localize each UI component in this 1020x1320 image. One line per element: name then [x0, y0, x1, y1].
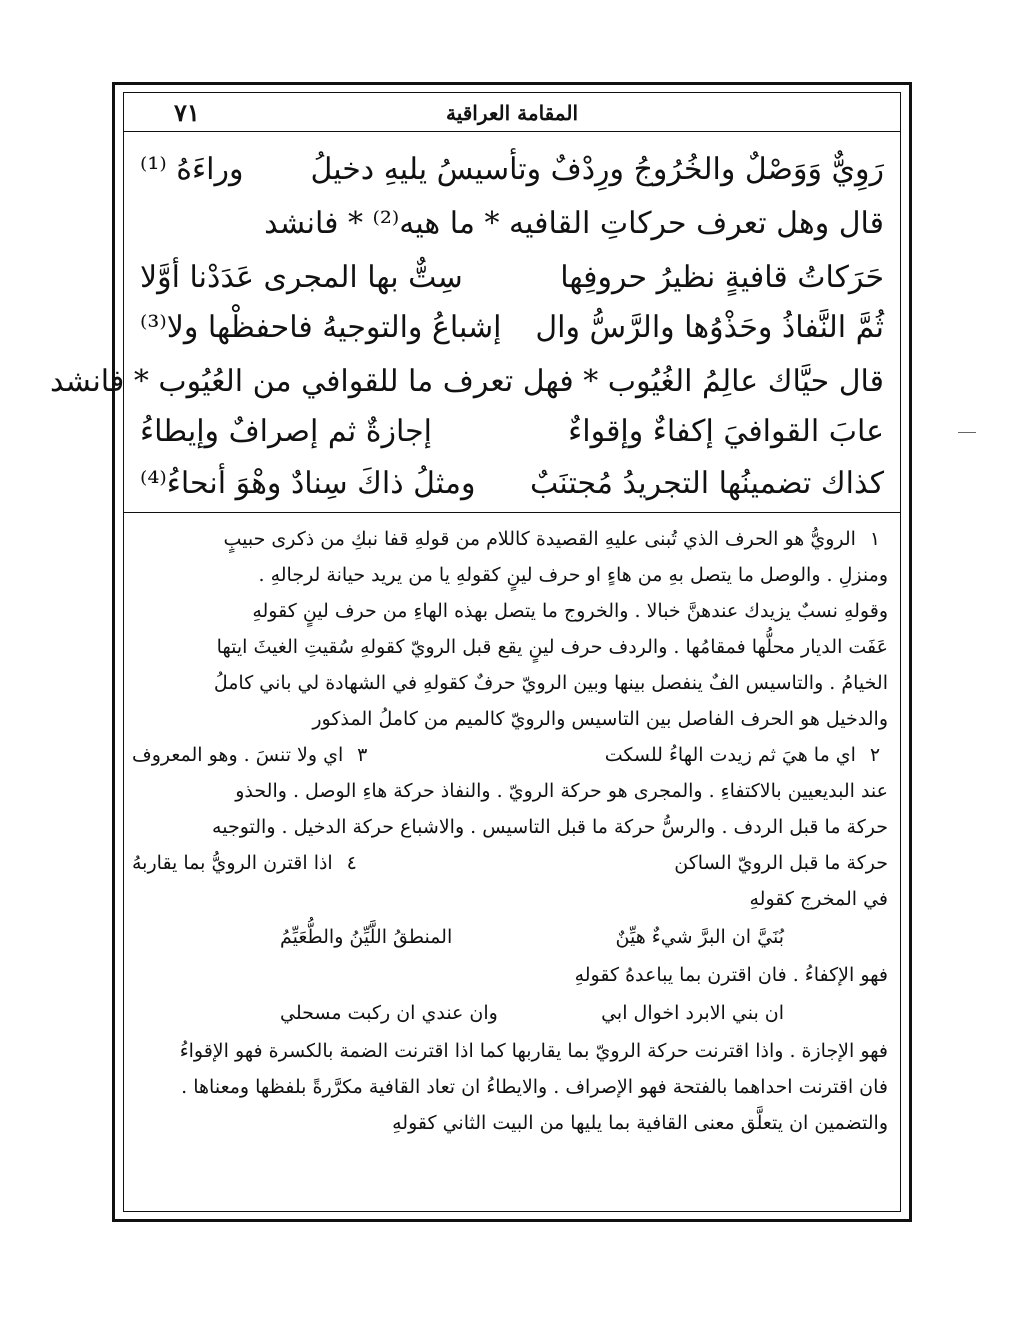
verse-4-second-hemistich: إجازةٌ ثم إصرافٌ وإيطاءُ [140, 414, 432, 449]
footnote-verse-b-second: وان عندي ان ركبت مسحلي [280, 1002, 498, 1024]
page-number: ٧١ [174, 98, 200, 127]
footnote-number: ٤ [346, 852, 357, 874]
verse-3-first-hemistich: ثُمَّ النَّفاذُ وحَذْوُها والرَّسُّ وال [535, 310, 884, 345]
footnote-1-line-4: عَفَت الديار محلُّها فمقامُها . والردف حرف لينٍ يقع قبل الرويّ كقولهِ سُقيتِ الغيثَ ايتها [216, 636, 888, 658]
footnote-verse-a-first: بُنَيَّ ان البرَّ شيءٌ هيِّنٌ [615, 926, 784, 948]
footnote-number: ٣ [357, 744, 368, 766]
footnote-4 [132, 846, 365, 880]
page-header [130, 96, 894, 130]
verse-5-second-hemistich: ومثلُ ذاكَ سِنادٌ وهْوَ أنحاءُ⁽⁴⁾ [140, 466, 476, 501]
page-title: المقامة العراقية [445, 101, 579, 125]
footnote-3-end: حركة ما قبل الرويّ الساكن [674, 852, 888, 874]
verse-line-3 [140, 300, 884, 356]
verse-1-text: رَوِيٌّ وَوَصْلٌ والخُرُوجُ ورِدْفٌ وتأسيسُ يليهِ دخيلُ [310, 152, 884, 187]
footnote-verse-a-second: المنطقُ اللَّيِّنُ والطُّعَيِّمُ [280, 926, 453, 948]
footnote-verse-b-first: ان بني الابرد اخوال ابي [601, 1002, 784, 1024]
footnote-4-line-6: والتضمين ان يتعلَّق معنى القافية بما يليها من البيت الثاني كقولهِ [392, 1112, 888, 1134]
footnote-3-line-3: حركة ما قبل الردف . والرسُّ حركة ما قبل التاسيس . والاشباع حركة الدخيل . والتوجيه [212, 816, 888, 838]
footnote-1-line-2: ومنزلِ . والوصل ما يتصل بهِ من هاءٍ او حرف لينٍ كقولهِ يا من يريد حيانة لرجالهِ . [258, 564, 888, 586]
verse-4-first-hemistich: عابَ القوافيَ إكفاءٌ وإقواءٌ [568, 414, 884, 449]
footnote-1-line-3: وقولهِ نسبٌ يزيدك عندهنَّ خبالا . والخروج ما يتصل بهذه الهاءِ من حرف لينٍ كقولهِ [252, 600, 888, 622]
verse-line-5 [140, 456, 884, 512]
footnote-text: الرويُّ هو الحرف الذي تُبنى عليهِ القصيدة كاللام من قولهِ قفا نبكِ من ذكرى حبيبٍ [223, 528, 856, 550]
verse-2-first-hemistich: حَرَكاتُ قافيةٍ نظيرُ حروفِها [560, 260, 884, 295]
footnote-4-line-3: فهو الإكفاءُ . فان اقترن بما يباعدهُ كقولهِ [574, 964, 888, 986]
footnote-text: اي ولا تنسَ . وهو المعروف [132, 744, 344, 766]
footnote-1-line-6: والدخيل هو الحرف الفاصل بين التاسيس والرويّ كالميم من كاملُ المذكور [312, 708, 888, 730]
footnote-1-line-5: الخيامُ . والتاسيس الفٌ ينفصل بينها وبين الرويّ حرفٌ كقولهِ في الشهادة لي باني كاملُ [213, 672, 888, 694]
verse-3-second-hemistich: إشباعُ والتوجيهُ فاحفظْها ولا⁽³⁾ [140, 310, 502, 345]
footnote-number: ١ [869, 528, 881, 550]
footnote-rule [124, 512, 900, 513]
prose-line-1: قال وهل تعرف حركاتِ القافيه * ما هيه⁽²⁾ * فانشد [264, 206, 884, 241]
footnote-4-line-5: فان اقترنت احداهما بالفتحة فهو الإصراف . والايطاءُ ان تعاد القافية مكرَّرةً بلفظها ومعناها . [181, 1076, 888, 1098]
header-rule [124, 131, 900, 132]
footnote-number: ٢ [869, 744, 881, 766]
footnote-text: اذا اقترن الرويُّ بما يقاربهُ [132, 852, 333, 874]
footnote-2-3-line [132, 738, 888, 772]
footnote-verse-a [140, 920, 884, 954]
footnote-4-line-2: في المخرج كقولهِ [749, 888, 888, 910]
margin-mark [958, 432, 976, 433]
verse-1-end: وراءَهُ ⁽¹⁾ [140, 152, 244, 187]
footnote-2 [605, 738, 888, 772]
footnote-4-line-4: فهو الإجازة . واذا اقترنت حركة الرويّ بما يقاربها كما اذا اقترنت الضمة بالكسرة فهو الإقواءُ [179, 1040, 888, 1062]
verse-2-second-hemistich: سِتٌّ بها المجرى عَدَدْنا أوَّلا [140, 260, 463, 295]
footnote-1-line-1 [132, 522, 888, 556]
verse-line-4 [140, 404, 884, 460]
footnote-3-line-2: عند البديعيين بالاكتفاءِ . والمجرى هو حركة الرويّ . والنفاذ حركة هاءِ الوصل . والحذو [235, 780, 888, 802]
verse-line-2 [140, 250, 884, 306]
verse-line-1 [140, 142, 884, 198]
footnote-3 [132, 738, 375, 772]
footnote-verse-b [140, 996, 884, 1030]
footnote-3-4-line [132, 846, 888, 880]
verse-5-first-hemistich: كذاك تضمينُها التجريدُ مُجتنَبٌ [529, 466, 884, 501]
prose-line-2: قال حيَّاك عالِمُ الغُيُوب * فهل تعرف ما للقوافي من العُيُوب * فانشد [49, 364, 884, 399]
footnote-text: اي ما هيَ ثم زيدت الهاءُ للسكت [604, 744, 856, 766]
